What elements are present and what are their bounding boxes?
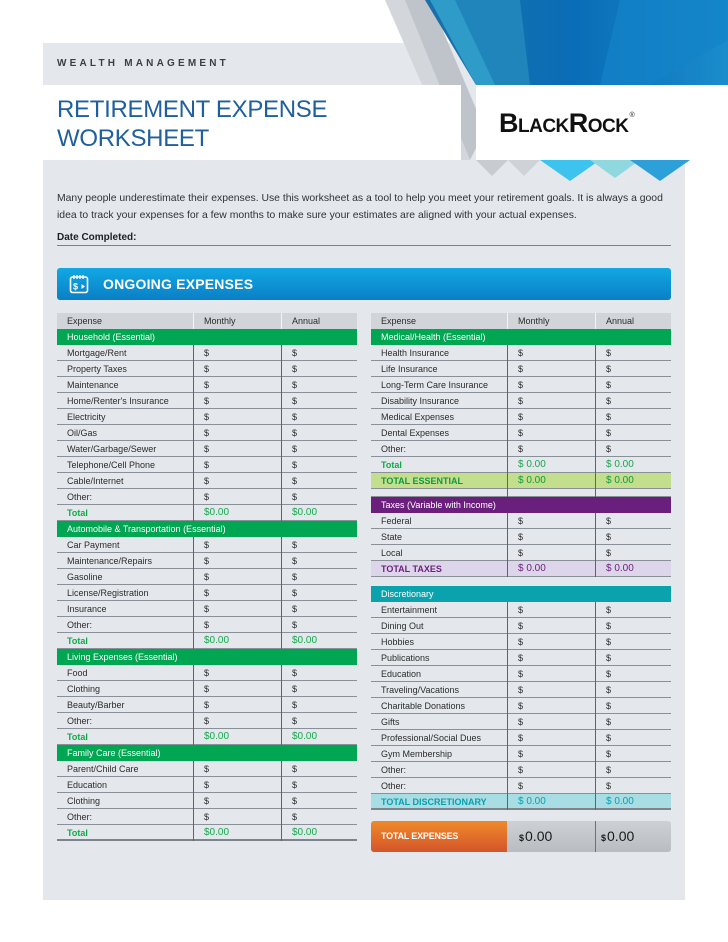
table-row (57, 425, 357, 441)
table-row (371, 666, 671, 682)
expense-cell: Charitable Donations (381, 701, 466, 711)
monthly-cell: Monthly (507, 313, 595, 329)
annual-cell[interactable]: $ (595, 746, 671, 762)
table-row (371, 730, 671, 746)
section-title: Medical/Health (Essential) (381, 332, 486, 342)
kicker-label: WEALTH MANAGEMENT (57, 58, 229, 69)
monthly-cell: $0.00 (193, 505, 281, 521)
expense-cell: Total (67, 732, 88, 742)
annual-cell[interactable]: $ (595, 409, 671, 425)
table-row (57, 553, 357, 569)
annual-cell[interactable]: $ (595, 730, 671, 746)
annual-cell[interactable]: $ (281, 681, 357, 697)
expense-cell: Gasoline (67, 572, 103, 582)
expense-cell: Car Payment (67, 540, 120, 550)
annual-cell[interactable]: $ (595, 682, 671, 698)
expense-cell: Local (381, 548, 403, 558)
table-row (57, 681, 357, 697)
expense-cell: Other: (67, 812, 93, 822)
currency-symbol: $ (601, 833, 607, 843)
banner-title: ONGOING EXPENSES (103, 276, 254, 292)
expense-cell: Long-Term Care Insurance (381, 380, 489, 390)
column-divider (595, 821, 596, 852)
expense-cell: Federal (381, 516, 412, 526)
monthly-cell[interactable]: $ (507, 393, 595, 409)
monthly-cell: $ 0.00 (507, 457, 595, 473)
monthly-cell: $ 0.00 (507, 794, 595, 810)
monthly-cell[interactable]: $ (507, 746, 595, 762)
monthly-cell[interactable]: $ (507, 425, 595, 441)
expense-cell (371, 577, 507, 585)
annual-cell[interactable]: $ (595, 650, 671, 666)
monthly-cell[interactable]: $ (193, 457, 281, 473)
annual-cell[interactable]: $ (595, 441, 671, 457)
table-row (371, 682, 671, 698)
monthly-cell[interactable]: $ (193, 361, 281, 377)
monthly-cell (507, 489, 595, 497)
expense-cell: Telephone/Cell Phone (67, 460, 156, 470)
section-title: Household (Essential) (67, 332, 156, 342)
blackrock-logo (499, 108, 633, 139)
annual-cell: $0.00 (281, 825, 357, 841)
expense-cell: Cable/Internet (67, 476, 124, 486)
table-row (57, 569, 357, 585)
monthly-cell[interactable]: $ (193, 681, 281, 697)
expense-cell: Entertainment (381, 605, 438, 615)
total-row (57, 505, 357, 521)
expense-cell: Oil/Gas (67, 428, 98, 438)
total-expenses-bar (371, 821, 671, 852)
monthly-cell[interactable]: $ (193, 585, 281, 601)
monthly-cell[interactable]: $ (507, 545, 595, 561)
expense-cell: Mortgage/Rent (67, 348, 127, 358)
section-header (57, 649, 357, 665)
total-row (57, 633, 357, 649)
table-row (57, 617, 357, 633)
annual-cell[interactable]: $ (281, 809, 357, 825)
monthly-cell[interactable]: $ (193, 489, 281, 505)
annual-cell: $ 0.00 (595, 794, 671, 810)
currency-symbol: $ (519, 833, 525, 843)
table-row (371, 377, 671, 393)
monthly-cell[interactable]: $ (193, 697, 281, 713)
table-row (57, 393, 357, 409)
expense-cell: Total (67, 828, 88, 838)
monthly-cell[interactable]: $ (507, 409, 595, 425)
expense-cell: Beauty/Barber (67, 700, 125, 710)
annual-cell[interactable]: $ (595, 377, 671, 393)
expense-cell: Other: (381, 781, 407, 791)
table-row (57, 585, 357, 601)
annual-cell (595, 577, 671, 585)
spacer-row (371, 489, 671, 497)
annual-cell[interactable]: $ (595, 698, 671, 714)
section-title: Living Expenses (Essential) (67, 652, 178, 662)
table-row (371, 513, 671, 529)
total-essential-row (371, 473, 671, 489)
monthly-cell[interactable]: $ (193, 601, 281, 617)
expense-cell: Maintenance (67, 380, 119, 390)
monthly-cell: $ 0.00 (507, 473, 595, 489)
expense-cell: Maintenance/Repairs (67, 556, 153, 566)
monthly-cell[interactable]: $ (507, 513, 595, 529)
section-header (57, 745, 357, 761)
annual-cell[interactable]: $ (281, 665, 357, 681)
table-row (57, 697, 357, 713)
title-line-2: WORKSHEET (57, 125, 209, 152)
monthly-cell[interactable]: $ (193, 409, 281, 425)
table-row (57, 409, 357, 425)
monthly-cell[interactable]: $ (193, 553, 281, 569)
table-row (57, 809, 357, 825)
monthly-cell: $ 0.00 (507, 561, 595, 577)
annual-cell[interactable]: $ (281, 569, 357, 585)
section-header (57, 521, 357, 537)
monthly-cell[interactable]: $ (193, 441, 281, 457)
expense-cell: Clothing (67, 796, 101, 806)
intro-text: Many people underestimate their expenses. Use this worksheet as a tool to help you meet your retirement goals. It is always a good idea to track your expenses for a few months to make sure your estimates are aligned with your actual expenses. (57, 193, 663, 221)
expense-cell: Clothing (67, 684, 101, 694)
annual-cell[interactable]: $ (281, 617, 357, 633)
monthly-cell[interactable]: $ (507, 377, 595, 393)
expense-cell: Education (381, 669, 422, 679)
monthly-cell[interactable]: $ (507, 602, 595, 618)
expense-cell: Water/Garbage/Sewer (67, 444, 157, 454)
annual-cell[interactable]: $ (281, 441, 357, 457)
table-row (371, 545, 671, 561)
expense-cell: Other: (67, 620, 93, 630)
title-line-1: RETIREMENT EXPENSE (57, 96, 328, 123)
section-header (371, 329, 671, 345)
annual-cell: $0.00 (281, 633, 357, 649)
monthly-cell: $0.00 (193, 633, 281, 649)
expense-cell: Other: (67, 716, 93, 726)
monthly-cell[interactable]: $ (507, 618, 595, 634)
expense-cell: Other: (381, 444, 407, 454)
monthly-cell[interactable]: $ (507, 345, 595, 361)
monthly-cell[interactable]: $ (193, 345, 281, 361)
annual-cell[interactable]: $ (595, 634, 671, 650)
annual-cell[interactable]: $ (281, 601, 357, 617)
annual-cell[interactable]: $ (281, 537, 357, 553)
table-row (371, 650, 671, 666)
total-expenses-monthly-value: 0.00 (525, 828, 553, 844)
monthly-cell[interactable]: $ (507, 698, 595, 714)
expense-cell: Health Insurance (381, 348, 450, 358)
monthly-cell[interactable]: $ (507, 666, 595, 682)
total-expenses-annual (601, 821, 634, 852)
annual-cell[interactable]: $ (595, 529, 671, 545)
table-row (57, 361, 357, 377)
annual-cell: $0.00 (281, 729, 357, 745)
table-row (57, 793, 357, 809)
section-header (371, 497, 671, 513)
total-taxes-row (371, 561, 671, 577)
expense-cell: Hobbies (381, 637, 415, 647)
table-row (371, 409, 671, 425)
expense-cell: State (381, 532, 403, 542)
table-row (371, 425, 671, 441)
monthly-cell[interactable]: $ (193, 761, 281, 777)
monthly-cell[interactable]: $ (507, 682, 595, 698)
annual-cell[interactable]: $ (595, 513, 671, 529)
annual-cell: Annual (595, 313, 671, 329)
table-row (57, 665, 357, 681)
annual-cell: Annual (281, 313, 357, 329)
monthly-cell[interactable]: $ (193, 793, 281, 809)
monthly-cell: Monthly (193, 313, 281, 329)
annual-cell[interactable]: $ (595, 666, 671, 682)
monthly-cell[interactable]: $ (193, 425, 281, 441)
table-header-row (57, 313, 357, 329)
monthly-cell[interactable]: $ (507, 730, 595, 746)
expense-cell: Other: (67, 492, 93, 502)
monthly-cell[interactable]: $ (507, 361, 595, 377)
registered-mark: ® (629, 112, 635, 119)
annual-cell[interactable]: $ (281, 697, 357, 713)
table-row (57, 441, 357, 457)
monthly-cell[interactable]: $ (193, 665, 281, 681)
expense-cell: Gym Membership (381, 749, 453, 759)
annual-cell[interactable]: $ (281, 457, 357, 473)
total-row (57, 729, 357, 745)
annual-cell[interactable]: $ (595, 345, 671, 361)
expense-cell: Medical Expenses (381, 412, 455, 422)
annual-cell[interactable]: $ (281, 793, 357, 809)
annual-cell[interactable]: $ (595, 361, 671, 377)
annual-cell[interactable]: $ (595, 545, 671, 561)
annual-cell[interactable]: $ (281, 393, 357, 409)
monthly-cell[interactable]: $ (507, 762, 595, 778)
expense-cell: Total (67, 508, 88, 518)
table-row (371, 778, 671, 794)
ongoing-expenses-banner (57, 268, 671, 300)
monthly-cell (507, 577, 595, 585)
annual-cell[interactable]: $ (281, 553, 357, 569)
table-row (57, 713, 357, 729)
monthly-cell[interactable]: $ (193, 617, 281, 633)
expense-cell: Home/Renter's Insurance (67, 396, 169, 406)
monthly-cell[interactable]: $ (193, 569, 281, 585)
left-expense-table (57, 313, 357, 841)
expense-cell: Publications (381, 653, 430, 663)
total-discretionary-row (371, 794, 671, 810)
spacer-row (371, 577, 671, 586)
table-row (57, 761, 357, 777)
table-row (371, 746, 671, 762)
annual-cell: $0.00 (281, 505, 357, 521)
monthly-cell[interactable]: $ (507, 441, 595, 457)
annual-cell[interactable]: $ (281, 345, 357, 361)
section-title: Taxes (Variable with Income) (381, 500, 496, 510)
table-row (57, 377, 357, 393)
annual-cell[interactable]: $ (281, 489, 357, 505)
expense-cell: Electricity (67, 412, 106, 422)
expense-cell: TOTAL TAXES (381, 564, 442, 574)
total-row (57, 825, 357, 841)
monthly-cell[interactable]: $ (507, 529, 595, 545)
expense-cell: TOTAL ESSENTIAL (381, 476, 464, 486)
expense-cell: Traveling/Vacations (381, 685, 460, 695)
monthly-cell[interactable]: $ (193, 809, 281, 825)
monthly-cell[interactable]: $ (193, 377, 281, 393)
table-header-row (371, 313, 671, 329)
annual-cell: $ 0.00 (595, 457, 671, 473)
annual-cell: $ 0.00 (595, 561, 671, 577)
monthly-cell[interactable]: $ (507, 634, 595, 650)
expense-cell: Total (381, 460, 402, 470)
logo-text: BlackRock (499, 108, 629, 138)
expense-cell: License/Registration (67, 588, 149, 598)
expense-cell: Total (67, 636, 88, 646)
annual-cell[interactable]: $ (595, 714, 671, 730)
table-row (57, 345, 357, 361)
monthly-cell[interactable]: $ (193, 473, 281, 489)
section-title: Automobile & Transportation (Essential) (67, 524, 226, 534)
section-title: Discretionary (381, 589, 434, 599)
date-completed-label: Date Completed: (57, 232, 137, 243)
expense-cell: Dental Expenses (381, 428, 450, 438)
annual-cell[interactable]: $ (595, 425, 671, 441)
expense-cell: Expense (381, 316, 417, 326)
table-row (371, 345, 671, 361)
expense-cell: Property Taxes (67, 364, 127, 374)
date-completed-field[interactable] (57, 245, 671, 246)
expense-cell (371, 489, 507, 497)
annual-cell[interactable]: $ (281, 777, 357, 793)
expense-cell: Professional/Social Dues (381, 733, 482, 743)
table-row (371, 441, 671, 457)
annual-cell[interactable]: $ (595, 618, 671, 634)
expense-cell: Gifts (381, 717, 400, 727)
total-row (371, 457, 671, 473)
monthly-cell[interactable]: $ (507, 778, 595, 794)
total-expenses-annual-value: 0.00 (607, 828, 635, 844)
annual-cell[interactable]: $ (281, 409, 357, 425)
svg-text:$: $ (73, 281, 79, 292)
expense-cell: TOTAL DISCRETIONARY (381, 797, 487, 807)
table-row (371, 618, 671, 634)
page-title (57, 95, 327, 153)
table-row (371, 762, 671, 778)
annual-cell: $ 0.00 (595, 473, 671, 489)
table-row (57, 473, 357, 489)
annual-cell[interactable]: $ (281, 425, 357, 441)
monthly-cell[interactable]: $ (193, 777, 281, 793)
annual-cell[interactable]: $ (281, 473, 357, 489)
annual-cell (595, 489, 671, 497)
expense-cell: Dining Out (381, 621, 424, 631)
table-row (371, 698, 671, 714)
table-row (371, 714, 671, 730)
annual-cell[interactable]: $ (281, 585, 357, 601)
expense-cell: Insurance (67, 604, 107, 614)
right-expense-table (371, 313, 671, 810)
annual-cell[interactable]: $ (281, 713, 357, 729)
monthly-cell[interactable]: $ (507, 650, 595, 666)
calendar-dollar-icon (69, 274, 89, 294)
monthly-cell[interactable]: $ (193, 393, 281, 409)
monthly-cell: $0.00 (193, 825, 281, 841)
expense-cell: Life Insurance (381, 364, 438, 374)
monthly-cell: $0.00 (193, 729, 281, 745)
total-expenses-label: TOTAL EXPENSES (371, 821, 507, 852)
annual-cell[interactable]: $ (595, 778, 671, 794)
annual-cell[interactable]: $ (281, 377, 357, 393)
table-row (57, 537, 357, 553)
annual-cell[interactable]: $ (595, 602, 671, 618)
table-row (57, 457, 357, 473)
table-row (371, 602, 671, 618)
section-header (57, 329, 357, 345)
expense-cell: Education (67, 780, 108, 790)
table-row (57, 777, 357, 793)
expense-cell: Food (67, 668, 88, 678)
table-row (57, 489, 357, 505)
table-row (371, 393, 671, 409)
annual-cell[interactable]: $ (595, 393, 671, 409)
monthly-cell[interactable]: $ (507, 714, 595, 730)
expense-cell: Parent/Child Care (67, 764, 139, 774)
monthly-cell[interactable]: $ (193, 713, 281, 729)
section-header (371, 586, 671, 602)
expense-cell: Other: (381, 765, 407, 775)
monthly-cell[interactable]: $ (193, 537, 281, 553)
section-title: Family Care (Essential) (67, 748, 161, 758)
annual-cell[interactable]: $ (595, 762, 671, 778)
table-row (57, 601, 357, 617)
table-row (371, 361, 671, 377)
annual-cell[interactable]: $ (281, 361, 357, 377)
total-expenses-monthly (519, 821, 552, 852)
table-row (371, 529, 671, 545)
annual-cell[interactable]: $ (281, 761, 357, 777)
table-row (371, 634, 671, 650)
expense-cell: Disability Insurance (381, 396, 460, 406)
expense-cell: Expense (67, 316, 103, 326)
